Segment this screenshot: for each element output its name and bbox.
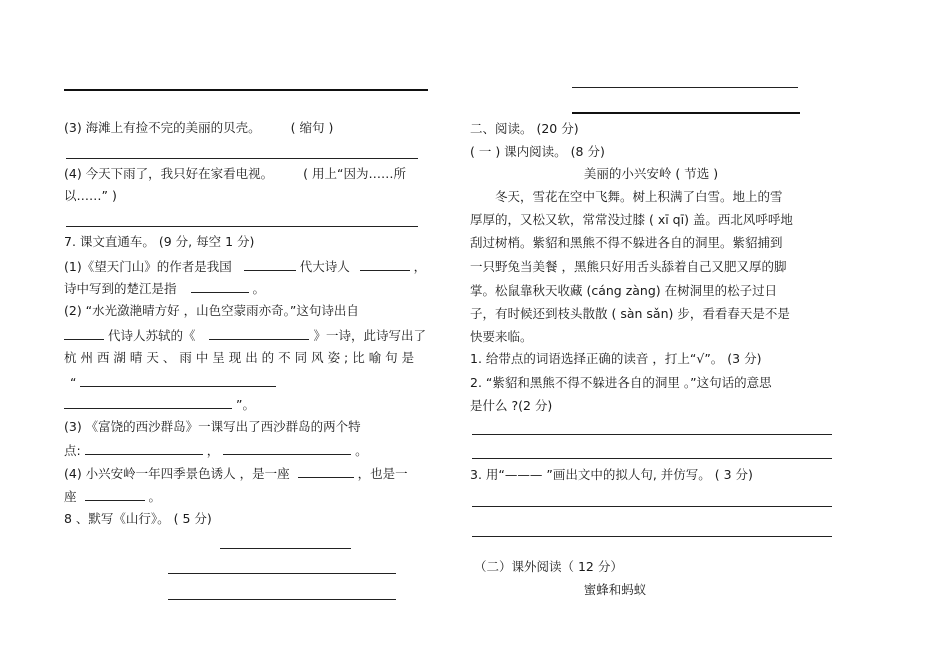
item-text: (1)《望天门山》的作者是我国	[64, 259, 232, 274]
fill-blank[interactable]	[85, 488, 145, 501]
fill-blank[interactable]	[80, 374, 276, 387]
answer-line	[472, 458, 832, 459]
answer-line	[472, 506, 832, 507]
fill-blank[interactable]	[64, 396, 232, 409]
question-7-title: 7. 课文直通车。 (9 分, 每空 1 分)	[64, 234, 255, 249]
item-text: 。	[355, 443, 368, 458]
item-text: ，	[206, 443, 220, 458]
passage-2-title: 蜜蜂和蚂蚁	[583, 582, 647, 597]
question-4	[64, 166, 406, 182]
question-hint-cont: 以……” )	[64, 188, 117, 203]
answer-line	[66, 226, 418, 227]
item-text: (4) 小兴安岭一年四季景色诱人 ，是一座	[64, 466, 290, 481]
fill-blank[interactable]	[244, 258, 296, 271]
q7-item-2-cont	[64, 327, 426, 344]
fill-blank[interactable]	[360, 258, 410, 271]
answer-line	[220, 548, 351, 549]
question-3	[64, 120, 333, 136]
q7-item-1	[64, 258, 426, 275]
answer-line	[572, 112, 800, 114]
answer-line	[472, 434, 832, 435]
item-text: 点:	[64, 443, 81, 458]
answer-line	[168, 573, 396, 574]
answer-line	[572, 87, 798, 88]
sub-section-in-class: ( 一 ) 课内阅读。 (8 分)	[470, 144, 605, 159]
passage-line: 刮过树梢。紫貂和黑熊不得不躲进各自的洞里。紫貂捕到	[470, 235, 783, 250]
question-8: 8 、默写《山行》。 ( 5 分)	[64, 511, 212, 526]
item-text: 。	[148, 489, 161, 504]
reading-question-3: 3. 用“——— ”画出文中的拟人句, 并仿写。 ( 3 分)	[470, 467, 753, 482]
q7-item-2-cont	[64, 396, 255, 413]
sub-section-extracurricular: （二）课外阅读（ 12 分）	[474, 559, 623, 574]
quote-mark: “	[70, 375, 77, 390]
q7-item-2-cont: 杭 州 西 湖 晴 天 、 雨 中 呈 现 出 的 不 同 风 姿 ; 比 喻 句 是	[64, 350, 415, 365]
item-text: 。	[252, 281, 265, 296]
item-text: 诗中写到的楚江是指	[64, 281, 177, 296]
item-text: 》一诗，此诗写出了	[313, 328, 426, 343]
question-text: (4) 今天下雨了，我只好在家看电视。	[64, 166, 274, 181]
section-reading: 二、阅读。 (20 分)	[470, 121, 579, 136]
item-text: 代大诗人	[299, 259, 350, 274]
answer-line	[66, 158, 418, 159]
passage-line: 冬天，雪花在空中飞舞。树上积满了白雪。地上的雪	[495, 189, 783, 204]
answer-line	[168, 599, 396, 600]
item-text: ，	[413, 259, 427, 274]
reading-question-1: 1. 给带点的词语选择正确的读音 ，打上“√”。 (3 分)	[470, 351, 762, 366]
passage-title: 美丽的小兴安岭 ( 节选 )	[583, 166, 719, 181]
fill-blank[interactable]	[191, 280, 249, 293]
question-text: (3) 海滩上有捡不完的美丽的贝壳。	[64, 120, 261, 135]
q7-item-2-cont	[70, 374, 276, 391]
item-text: 座	[64, 489, 77, 504]
passage-line: 厚厚的，又松又软，常常没过膝 ( xī qī) 盖。西北风呼呼地	[470, 212, 793, 227]
q7-item-2: (2) “水光潋滟晴方好 ，山色空蒙雨亦奇。”这句诗出自	[64, 303, 359, 318]
q7-item-3: (3) 《富饶的西沙群岛》一课写出了西沙群岛的两个特	[64, 419, 361, 434]
reading-question-2: 2. “紫貂和黑熊不得不躲进各自的洞里 。”这句话的意思	[470, 375, 772, 390]
q7-item-1-cont	[64, 280, 265, 297]
fill-blank[interactable]	[209, 327, 309, 340]
answer-line	[64, 89, 428, 91]
passage-line: 掌。松鼠靠秋天收藏 (cáng zàng) 在树洞里的松子过日	[470, 283, 778, 298]
answer-line	[472, 536, 832, 537]
question-hint: ( 用上“因为……所	[303, 166, 406, 181]
fill-blank[interactable]	[223, 442, 351, 455]
q7-item-4-cont	[64, 488, 161, 505]
question-hint: ( 缩句 )	[290, 120, 334, 135]
passage-line: 子，有时候还到枝头散散 ( sàn sǎn) 步，看看春天是不是	[470, 306, 790, 321]
passage-line: 一只野兔当美餐 ，黑熊只好用舌头舔着自己又肥又厚的脚	[470, 259, 787, 274]
q7-item-3-cont	[64, 442, 368, 459]
fill-blank[interactable]	[298, 465, 354, 478]
item-text: ，也是一	[357, 466, 408, 481]
item-text: 代诗人苏轼的《	[107, 328, 196, 343]
fill-blank[interactable]	[85, 442, 203, 455]
reading-question-2-cont: 是什么 ?(2 分)	[470, 398, 553, 413]
q7-item-4	[64, 465, 408, 482]
quote-mark: ”。	[235, 397, 255, 412]
passage-line: 快要来临。	[470, 329, 533, 344]
fill-blank[interactable]	[64, 327, 104, 340]
